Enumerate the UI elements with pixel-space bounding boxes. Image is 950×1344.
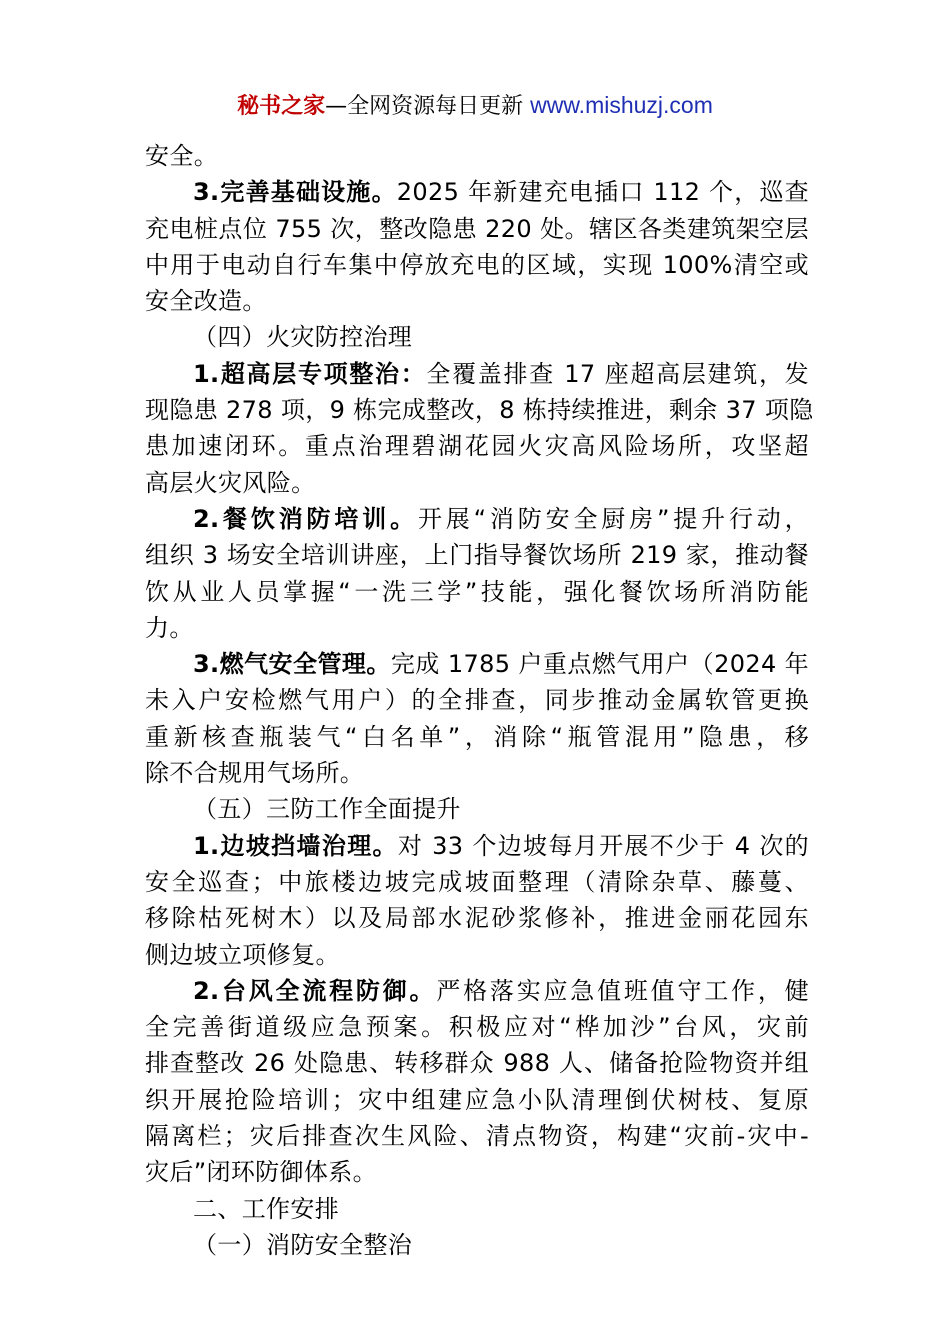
text-line bbox=[145, 1227, 809, 1263]
line-text: 织开展抢险培训；灾中组建应急小队清理倒伏树枝、复原 bbox=[145, 1085, 809, 1114]
item-heading: 2.餐饮消防培训。 bbox=[193, 504, 418, 533]
text-line bbox=[145, 319, 809, 355]
text-line bbox=[145, 900, 809, 936]
text-line bbox=[145, 392, 814, 428]
item-heading: 1.边坡挡墙治理。 bbox=[193, 831, 398, 860]
text-line bbox=[145, 610, 809, 646]
line-text: （四）火灾防控治理 bbox=[193, 323, 413, 352]
text-line bbox=[145, 138, 809, 174]
line-text: 安全巡查；中旅楼边坡完成坡面整理（清除杂草、藤蔓、 bbox=[145, 867, 809, 896]
text-line bbox=[145, 755, 809, 791]
text-line bbox=[145, 1154, 809, 1190]
text-line bbox=[145, 283, 809, 319]
line-text: 中用于电动自行车集中停放充电的区域，实现 100%清空或 bbox=[145, 250, 809, 279]
line-text: 开展“消防安全厨房”提升行动， bbox=[417, 504, 809, 533]
text-line bbox=[145, 864, 809, 900]
line-text: 完成 1785 户重点燃气用户（2024 年 bbox=[390, 650, 809, 679]
line-text: 除不合规用气场所。 bbox=[145, 759, 365, 788]
line-text: 排查整改 26 处隐患、转移群众 988 人、储备抢险物资并组 bbox=[145, 1049, 809, 1078]
text-line bbox=[145, 428, 809, 464]
line-text: 侧边坡立项修复。 bbox=[145, 940, 340, 969]
line-text: 组织 3 场安全培训讲座，上门指导餐饮场所 219 家，推动餐 bbox=[145, 541, 809, 570]
line-text: 严格落实应急值班值守工作，健 bbox=[436, 976, 809, 1005]
text-line bbox=[145, 646, 809, 682]
text-line bbox=[145, 574, 809, 610]
site-header bbox=[0, 88, 950, 124]
text-line bbox=[145, 1009, 809, 1045]
text-line bbox=[145, 211, 809, 247]
text-line bbox=[145, 791, 809, 827]
text-line bbox=[145, 537, 809, 573]
line-text: 安全。 bbox=[145, 142, 219, 170]
line-text: （一）消防安全整治 bbox=[193, 1230, 413, 1259]
text-line bbox=[145, 174, 809, 210]
line-text: 二、工作安排 bbox=[193, 1194, 340, 1223]
text-line bbox=[145, 465, 809, 501]
text-line bbox=[145, 682, 809, 718]
line-text: 未入户安检燃气用户）的全排查，同步推动金属软管更换 bbox=[145, 686, 809, 715]
text-line bbox=[145, 1045, 809, 1081]
text-line bbox=[145, 1082, 809, 1118]
site-url-link[interactable]: www.mishuzj.com bbox=[530, 92, 713, 118]
header-tagline: —全网资源每日更新 bbox=[325, 94, 524, 119]
text-line bbox=[145, 1118, 809, 1154]
text-line bbox=[145, 501, 809, 537]
item-heading: 3.完善基础设施。 bbox=[193, 178, 397, 207]
text-line bbox=[145, 973, 809, 1009]
text-line bbox=[145, 828, 809, 864]
line-text: 全完善街道级应急预案。积极应对“桦加沙”台风，灾前 bbox=[145, 1013, 809, 1042]
line-text: 饮从业人员掌握“一洗三学”技能，强化餐饮场所消防能 bbox=[145, 577, 809, 606]
line-text: 充电桩点位 755 次，整改隐患 220 处。辖区各类建筑架空层 bbox=[145, 214, 809, 243]
document-body bbox=[145, 138, 814, 1263]
line-text: 患加速闭环。重点治理碧湖花园火灾高风险场所，攻坚超 bbox=[145, 432, 809, 461]
line-text: 力。 bbox=[145, 613, 194, 642]
text-line bbox=[145, 1191, 809, 1227]
line-text: 重新核查瓶装气“白名单”，消除“瓶管混用”隐患，移 bbox=[145, 722, 809, 751]
item-heading: 1.超高层专项整治： bbox=[193, 359, 427, 388]
line-text: 灾后”闭环防御体系。 bbox=[145, 1158, 377, 1187]
line-text: 安全改造。 bbox=[145, 287, 267, 316]
line-text: 对 33 个边坡每月开展不少于 4 次的 bbox=[397, 831, 810, 860]
item-heading: 3.燃气安全管理。 bbox=[193, 650, 391, 679]
item-heading: 2.台风全流程防御。 bbox=[193, 976, 437, 1005]
line-text: 隔离栏；灾后排查次生风险、清点物资，构建“灾前-灾中- bbox=[145, 1122, 809, 1151]
line-text: 现隐患 278 项，9 栋完成整改，8 栋持续推进，剩余 37 项隐 bbox=[145, 396, 814, 425]
text-line bbox=[145, 247, 809, 283]
text-line bbox=[145, 356, 809, 392]
brand-name: 秘书之家 bbox=[237, 94, 326, 119]
line-text: 移除枯死树木）以及局部水泥砂浆修补，推进金丽花园东 bbox=[145, 904, 809, 933]
line-text: 高层火灾风险。 bbox=[145, 468, 316, 497]
line-text: 2025 年新建充电插口 112 个，巡查 bbox=[396, 178, 810, 207]
text-line bbox=[145, 937, 809, 973]
line-text: （五）三防工作全面提升 bbox=[193, 795, 461, 824]
text-line bbox=[145, 719, 809, 755]
line-text: 全覆盖排查 17 座超高层建筑，发 bbox=[426, 359, 809, 388]
